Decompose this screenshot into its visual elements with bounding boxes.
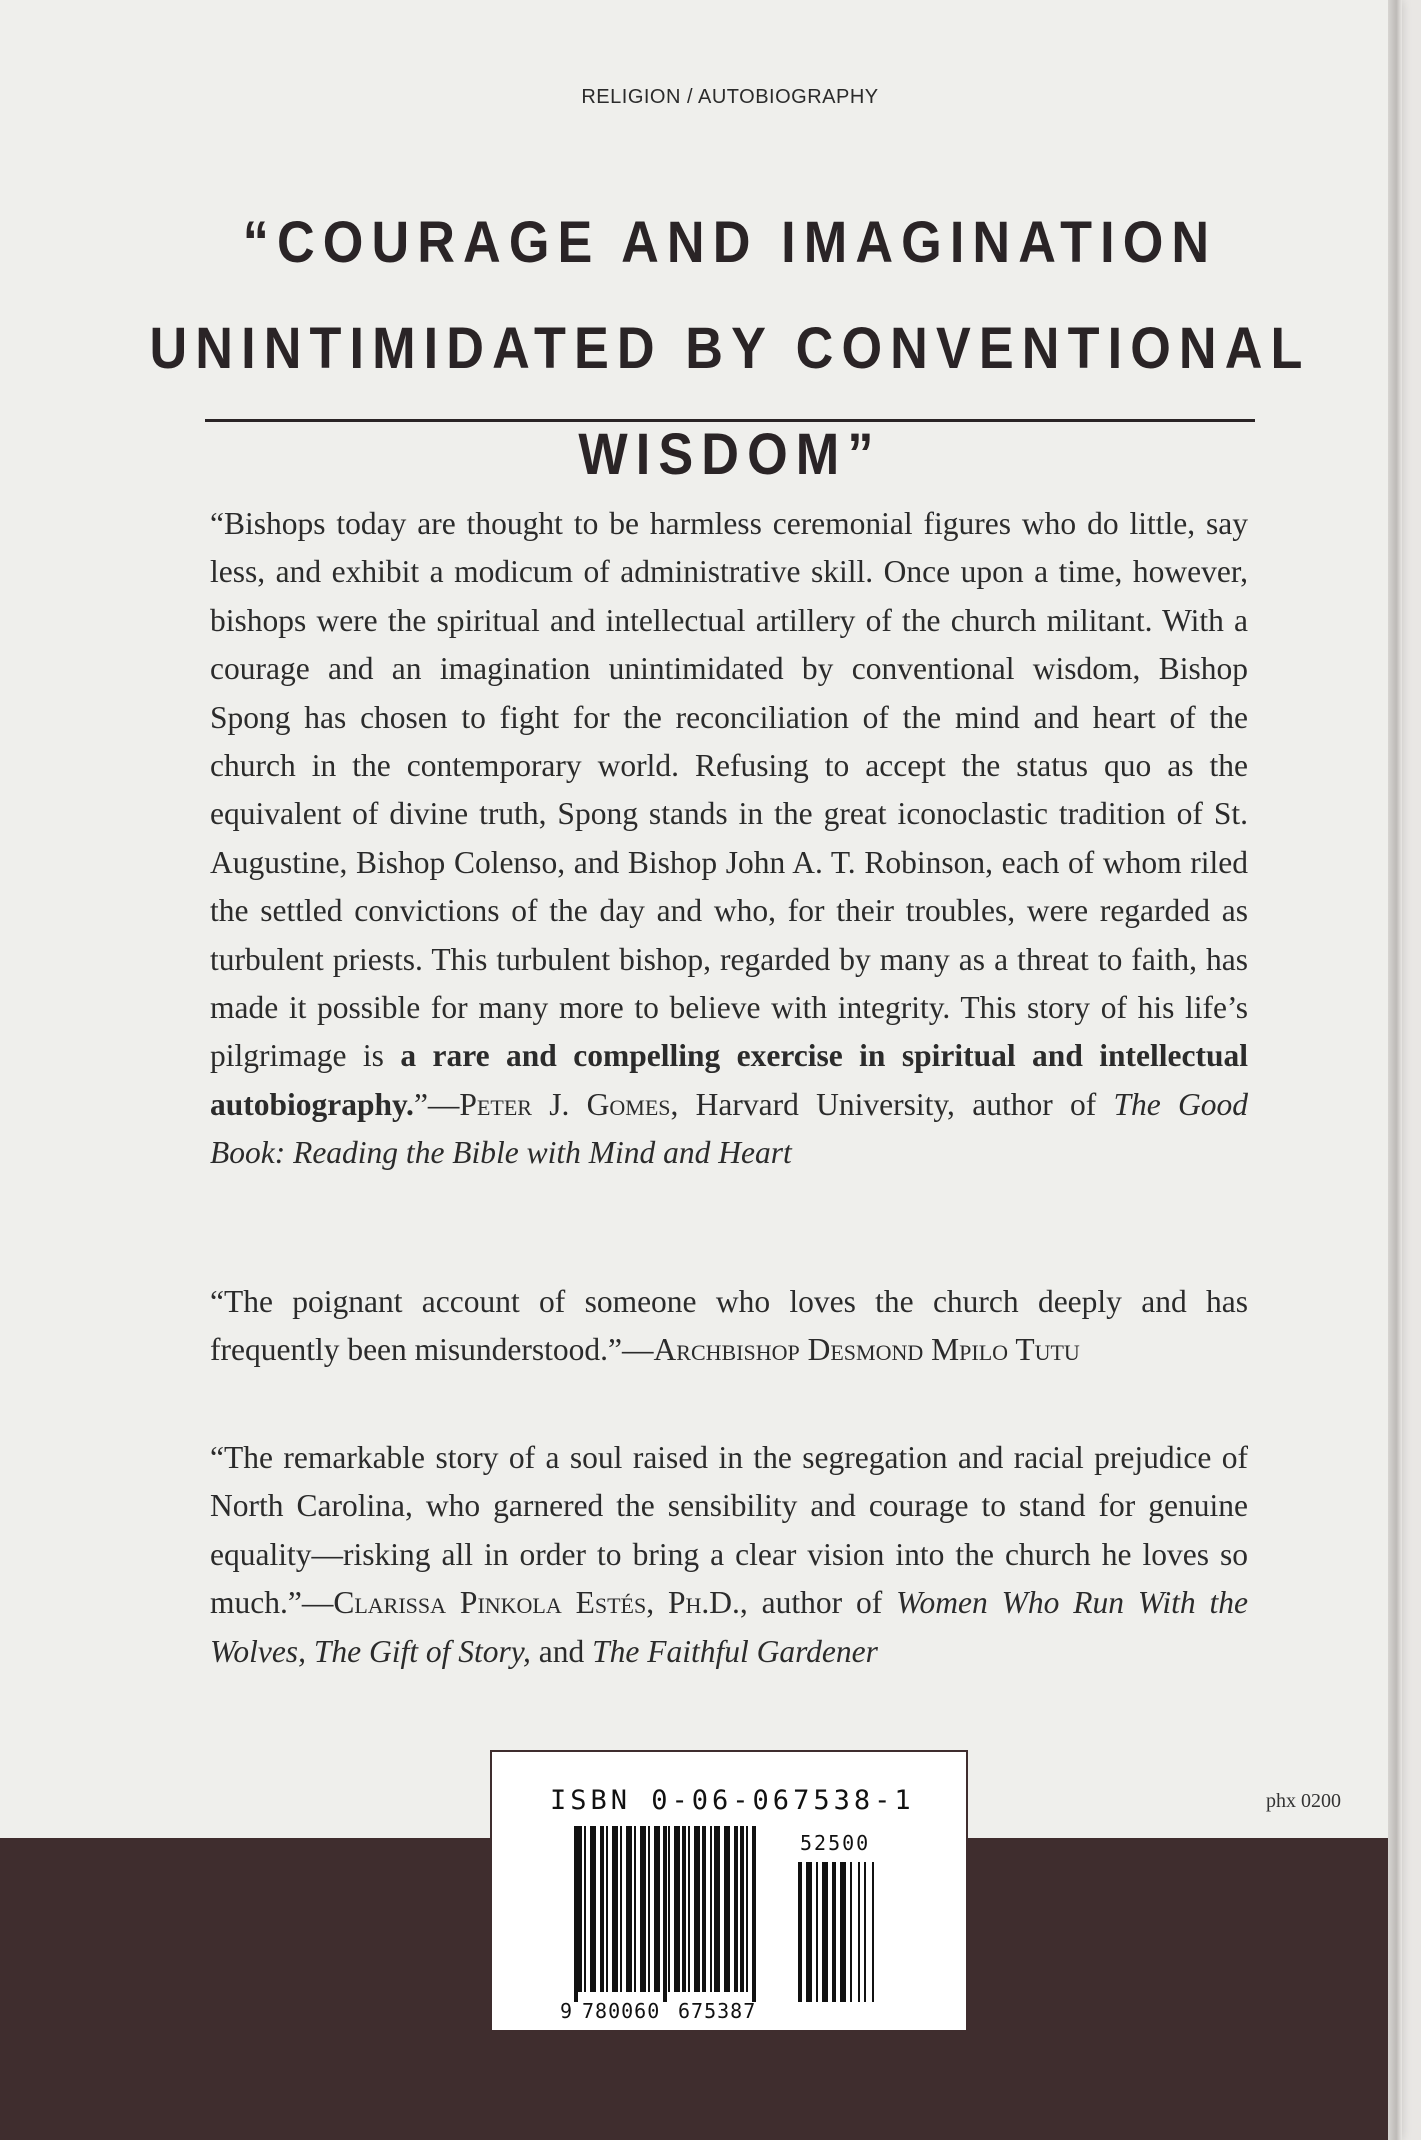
price-addon-bars	[798, 1862, 874, 2002]
barcode-bar	[674, 1826, 680, 1992]
barcode-bar	[620, 1826, 622, 1992]
barcode-bar	[634, 1826, 636, 1992]
barcode-bar	[654, 1826, 660, 1992]
barcode-bar	[806, 1862, 812, 2002]
blurb-affiliation: , author of	[739, 1585, 897, 1621]
blurb-author: Archbishop Desmond Mpilo Tutu	[653, 1332, 1080, 1368]
barcode-bar	[682, 1826, 686, 1992]
blurb-text: “Bishops today are thought to be harmless ceremonial figures who do little, say less, and exhibit a modicum of administrative skill. Once upon a time, however, bishops were the spiritual and intellectual artillery of the church militant. With a courage and an imagination unintimidated by conventional wisdom, Bishop Spong has chosen to fight for the reconciliation of the mind and heart of the church in the contemporary world. Refusing to accept the status quo as the equivalent of divine truth, Spong stands in the great iconoclastic tradition of St. Augustine, Bishop Colenso, and Bishop John A. T. Robinson, each of whom riled the settled convictions of the day and who, for their troubles, were regarded as turbulent priests. This turbulent bishop, regarded by many as a threat to faith, has made it possible for many more to believe with integrity. This story of his life’s pilgrimage is	[210, 506, 1248, 1074]
barcode-bar	[576, 1826, 578, 2002]
barcode-bar	[724, 1826, 730, 1992]
blurb-book-title: The Good Book: Reading the Bible with Mind and Heart	[210, 1086, 1249, 1171]
headline-line-1: “COURAGE AND IMAGINATION	[242, 210, 1218, 275]
blurb-estes	[210, 1434, 1248, 1676]
blurb-gomes	[210, 500, 1248, 1178]
blurb-book-title-2: The Faithful Gardener	[592, 1633, 878, 1669]
ean-lead-digit: 9	[560, 1999, 573, 2023]
barcode-bar	[600, 1826, 604, 1992]
divider-rule	[205, 419, 1255, 422]
blurb-close: ”—	[413, 1086, 460, 1122]
barcode-bar	[648, 1826, 650, 1992]
blurb-author: Clarissa Pinkola Estés, Ph.D.	[333, 1585, 740, 1621]
barcode-bar	[816, 1862, 818, 2002]
barcode-bar	[710, 1826, 712, 1992]
barcode-bar	[578, 1826, 582, 1992]
barcode-bar	[754, 1826, 756, 2002]
barcode-bar	[702, 1826, 706, 1992]
ean-barcode-bars	[574, 1826, 756, 2002]
barcode-bar	[590, 1826, 596, 1992]
blurb-book-title-1: Women Who Run With the Wolves, The Gift of Story,	[210, 1585, 1248, 1669]
barcode-graphic	[560, 1826, 920, 2026]
barcode-bar	[606, 1826, 608, 1992]
price-code: phx 0200	[1266, 1790, 1341, 1812]
blurb-affiliation: , Harvard University, author of	[670, 1086, 1114, 1122]
barcode-bar	[665, 1826, 667, 2002]
barcode-bar	[734, 1826, 738, 1992]
blurb-text: “The remarkable story of a soul raised in the segregation and racial prejudice of North Carolina, who garnered the sensibility and courage to stand for genuine equality—risking all in order to bring a clear vision into the church he loves so much.”—	[210, 1440, 1248, 1621]
barcode-bar	[822, 1862, 828, 2002]
barcode-bar	[872, 1862, 874, 2002]
barcode-bar	[584, 1826, 586, 1992]
barcode-bar	[626, 1826, 632, 1992]
barcode-bar	[640, 1826, 646, 1992]
price-addon-digits: 52500	[800, 1831, 871, 1855]
barcode-bar	[668, 1826, 670, 1992]
barcode-bar	[864, 1862, 866, 2002]
barcode-bar	[612, 1826, 618, 1992]
category-label: RELIGION / AUTOBIOGRAPHY	[581, 86, 879, 108]
barcode-bar	[740, 1826, 744, 1992]
barcode-bar	[714, 1826, 720, 1992]
blurb-conjunction: and	[530, 1633, 593, 1669]
blurb-author: Peter J. Gomes	[459, 1086, 671, 1122]
barcode-bar	[840, 1862, 846, 2002]
cover-edge	[1388, 0, 1402, 2140]
barcode-bar	[663, 1826, 665, 2002]
barcode-bar	[752, 1826, 754, 2002]
barcode-bar	[688, 1826, 690, 1992]
barcode-bar	[798, 1862, 802, 2002]
blurb-tutu	[210, 1278, 1248, 1375]
barcode-bar	[694, 1826, 700, 1992]
barcode-bar	[832, 1862, 836, 2002]
barcode-bar	[746, 1826, 748, 1992]
headline	[73, 190, 1387, 508]
blurb-text: “The poignant account of someone who loves the church deeply and has frequently been misunderstood.”—	[210, 1284, 1248, 1368]
isbn-text: ISBN 0-06-067538-1	[550, 1785, 915, 1816]
barcode-bar	[850, 1862, 852, 2002]
ean-right-digits: 675387	[678, 1999, 757, 2023]
blurb-bold-text: a rare and compelling exercise in spiritual and intellectual autobiography.	[210, 1038, 1248, 1122]
barcode-bar	[574, 1826, 576, 2002]
barcode-bar	[858, 1862, 860, 2002]
headline-line-2: UNINTIMIDATED BY CONVENTIONAL WISDOM”	[149, 316, 1311, 487]
ean-left-digits: 780060	[582, 1999, 661, 2023]
